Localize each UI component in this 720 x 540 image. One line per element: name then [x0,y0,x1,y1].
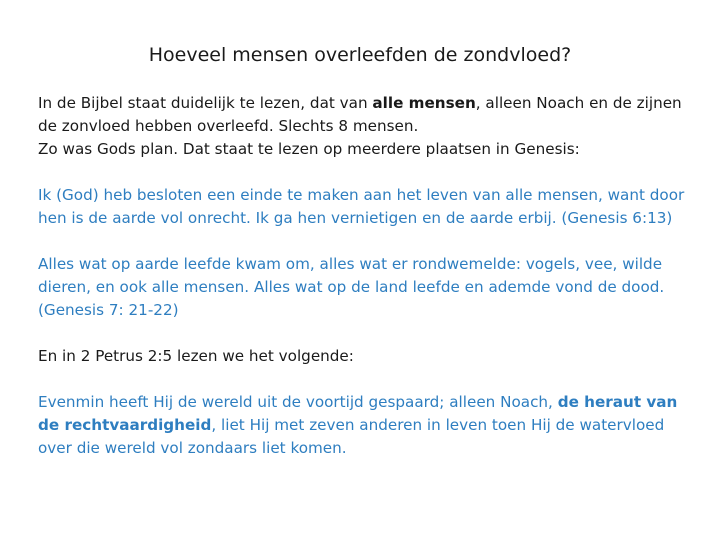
quote3-text-2: , liet Hij met zeven anderen in leven toen Hij de watervloed over die wereld vol zondaars liet komen. [38,416,665,457]
paragraph-petrus-intro: En in 2 Petrus 2:5 lezen we het volgende: [38,347,354,365]
quote3-text-1: Evenmin heeft Hij de wereld uit de voortijd gespaard; alleen Noach, [38,393,558,411]
intro-emphasis: alle mensen [372,94,476,112]
slide-title: Hoeveel mensen overleefden de zondvloed? [148,44,572,66]
intro-text-2: , alleen Noach en de zijnen de zonvloed hebben overleefd. Slechts 8 mensen. [38,94,682,135]
paragraph-intro [38,92,698,138]
quote-genesis-7-21-22: Alles wat op aarde leefde kwam om, alles wat er rondwemelde: vogels, vee, wilde dieren, en ook alle mensen. Alles wat op de land leefde en ademde vond de dood. (Genesis 7: 21-22) [38,255,665,319]
quote-genesis-6-13: Ik (God) heb besloten een einde te maken aan het leven van alle mensen, want door hen is de aarde vol onrecht. Ik ga hen vernietigen en de aarde erbij. (Genesis 6:13) [38,186,685,227]
paragraph-genesis-intro: Zo was Gods plan. Dat staat te lezen op meerdere plaatsen in Genesis: [38,140,580,158]
slide-body [38,92,698,460]
quote3-emphasis: de heraut van de rechtvaardigheid [38,393,678,434]
intro-text-1: In de Bijbel staat duidelijk te lezen, dat van [38,94,373,112]
quote-2-petrus-2-5 [38,391,698,460]
